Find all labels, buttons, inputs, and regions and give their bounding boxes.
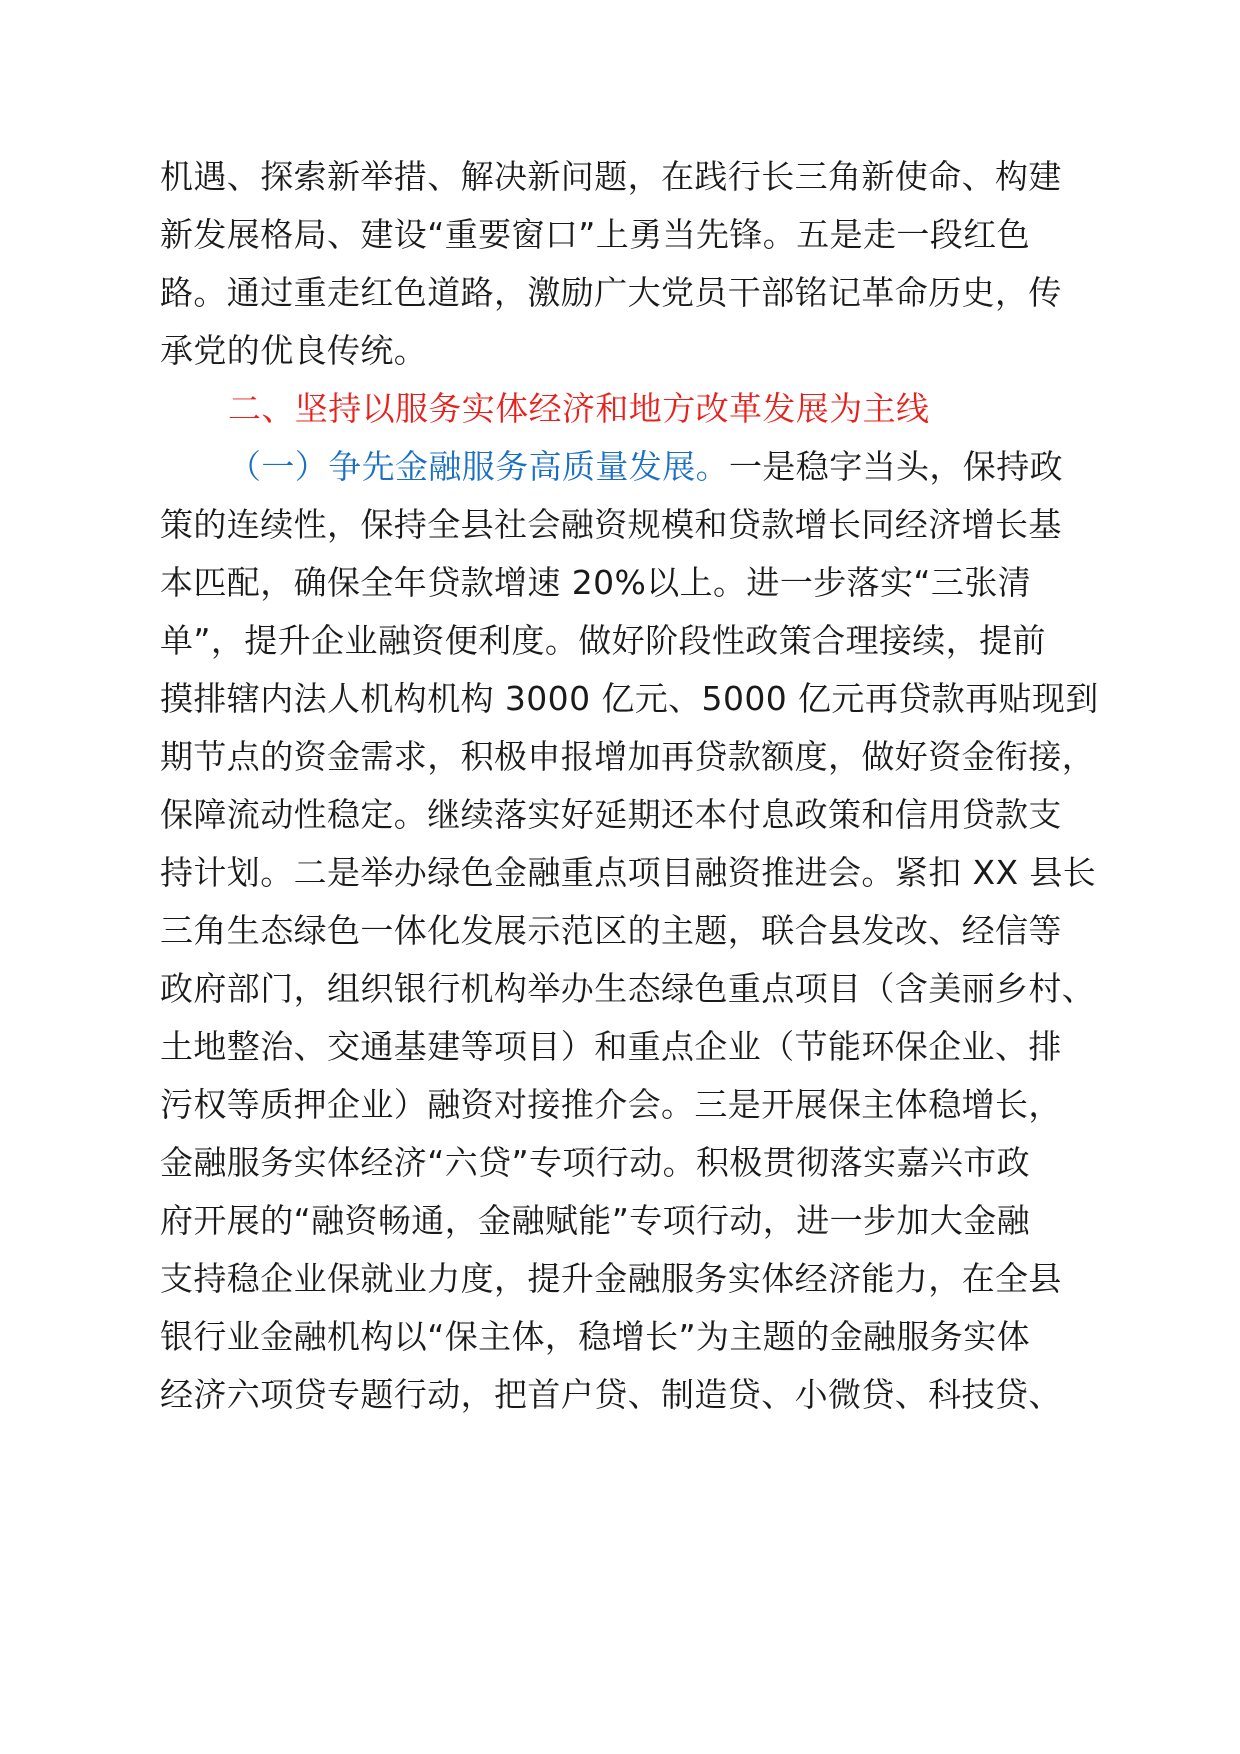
paragraph-line: 摸排辖内法人机构机构 3000 亿元、5000 亿元再贷款再贴现到 (160, 679, 1099, 718)
paragraph-line: 新发展格局、建设“重要窗口”上勇当先锋。五是走一段红色 (160, 215, 1030, 254)
paragraph-line: 三角生态绿色一体化发展示范区的主题，联合县发改、经信等 (160, 911, 1062, 950)
section-heading: 二、坚持以服务实体经济和地方改革发展为主线 (228, 389, 930, 428)
paragraph-line: 政府部门，组织银行机构举办生态绿色重点项目（含美丽乡村、 (160, 969, 1096, 1008)
paragraph-line: 府开展的“融资畅通，金融赋能”专项行动，进一步加大金融 (160, 1201, 1030, 1240)
paragraph-line: 机遇、探索新举措、解决新问题，在践行长三角新使命、构建 (160, 157, 1062, 196)
paragraph-line: 持计划。二是举办绿色金融重点项目融资推进会。紧扣 XX 县长 (160, 853, 1097, 892)
paragraph-line: 支持稳企业保就业力度，提升金融服务实体经济能力，在全县 (160, 1259, 1062, 1298)
subsection-first-line-text: 一是稳字当头，保持政 (729, 447, 1063, 486)
paragraph-line: 经济六项贷专题行动，把首户贷、制造贷、小微贷、科技贷、 (160, 1375, 1062, 1414)
paragraph-line: 单”，提升企业融资便利度。做好阶段性政策合理接续，提前 (160, 621, 1046, 660)
paragraph-line: 承党的优良传统。 (160, 331, 428, 370)
paragraph-line: 金融服务实体经济“六贷”专项行动。积极贯彻落实嘉兴市政 (160, 1143, 1030, 1182)
paragraph-line: 土地整治、交通基建等项目）和重点企业（节能环保企业、排 (160, 1027, 1062, 1066)
paragraph-line: 银行业金融机构以“保主体，稳增长”为主题的金融服务实体 (160, 1317, 1030, 1356)
paragraph-line: 保障流动性稳定。继续落实好延期还本付息政策和信用贷款支 (160, 795, 1062, 834)
paragraph-line: 路。通过重走红色道路，激励广大党员干部铭记革命历史，传 (160, 273, 1062, 312)
paragraph-line: 期节点的资金需求，积极申报增加再贷款额度，做好资金衔接， (160, 737, 1096, 776)
paragraph-line: 污权等质押企业）融资对接推介会。三是开展保主体稳增长， (160, 1085, 1062, 1124)
paragraph-line: 策的连续性，保持全县社会融资规模和贷款增长同经济增长基 (160, 505, 1062, 544)
subsection-first-line (228, 447, 1063, 487)
subsection-heading: （一）争先金融服务高质量发展。 (228, 447, 729, 486)
paragraph-line: 本匹配，确保全年贷款增速 20%以上。进一步落实“三张清 (160, 563, 1032, 602)
